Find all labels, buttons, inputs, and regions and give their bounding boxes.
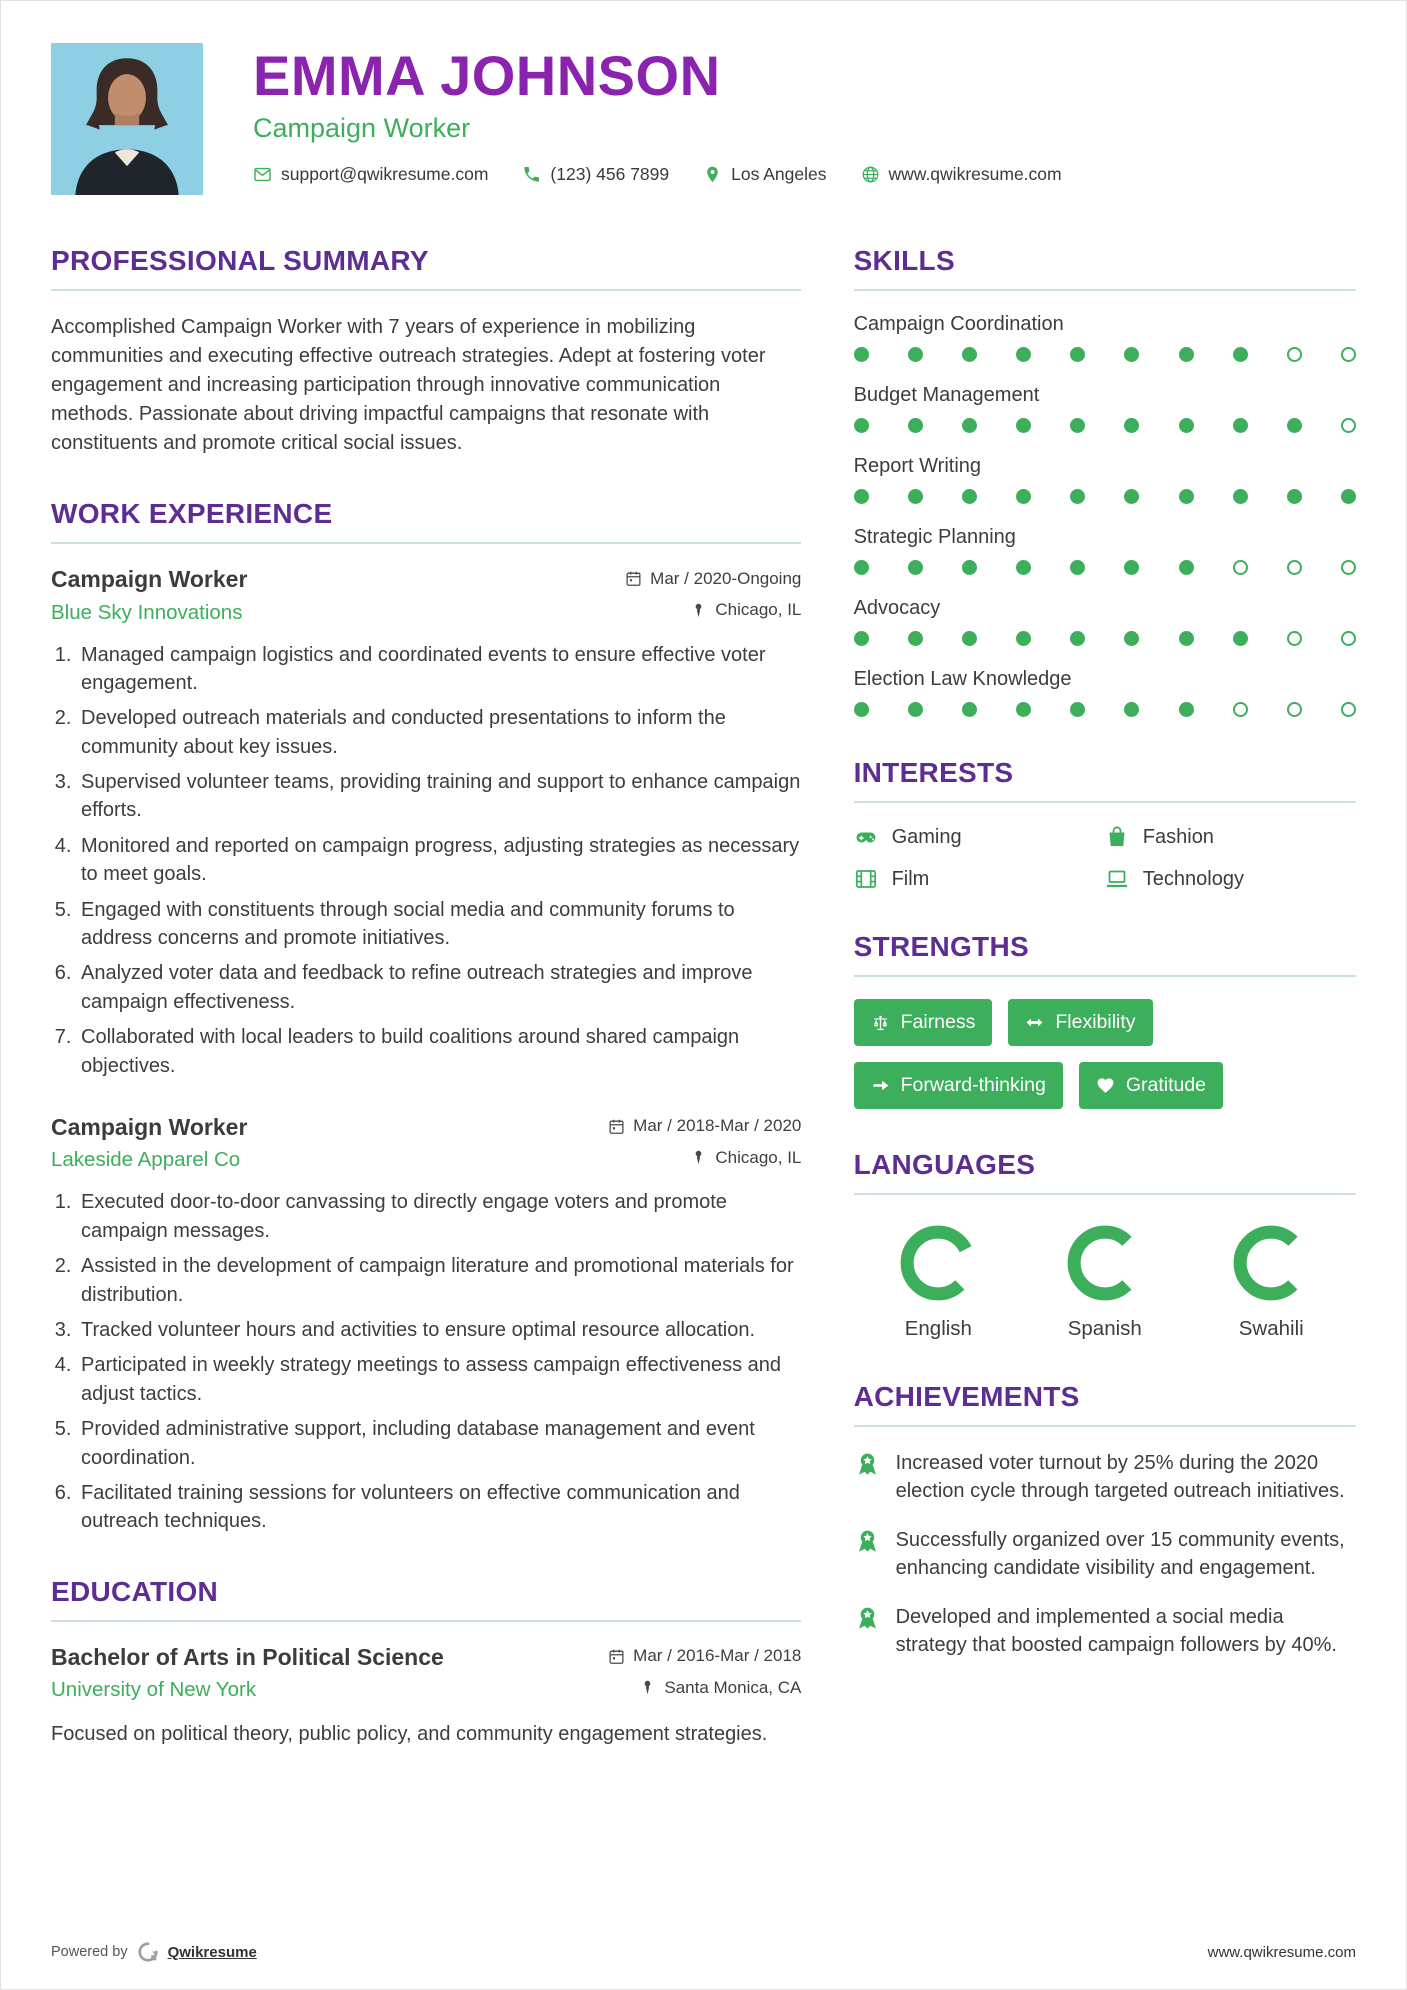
- contact-email-text: support@qwikresume.com: [281, 163, 489, 184]
- skill-dot: [1016, 347, 1031, 362]
- skill-dot: [1016, 631, 1031, 646]
- right-column: [854, 245, 1356, 1789]
- strengths-heading: STRENGTHS: [854, 931, 1356, 977]
- skill-name: Election Law Knowledge: [853, 668, 1072, 690]
- languages-list: [854, 1217, 1356, 1341]
- powered-by-text: Powered by: [51, 1944, 128, 1960]
- header-info: [253, 43, 1062, 185]
- skill-dot: [1016, 489, 1031, 504]
- strengths-list: [854, 999, 1356, 1109]
- skill-dot: [854, 631, 869, 646]
- scales-icon: [871, 1013, 890, 1032]
- job-bullet: 4. Participated in weekly strategy meetings to assess campaign effectiveness and adjust tactics.: [77, 1351, 801, 1408]
- skill-item: [854, 526, 1356, 575]
- education-degree: Bachelor of Arts in Political Science: [51, 1643, 444, 1670]
- summary-section: [51, 245, 801, 458]
- skill-dot: [1124, 418, 1139, 433]
- contact-location: [703, 164, 826, 185]
- skill-dot: [908, 489, 923, 504]
- person-name: EMMA JOHNSON: [253, 44, 721, 107]
- skill-dot: [1179, 702, 1194, 717]
- skill-dot: [1287, 347, 1302, 362]
- skill-dot: [1179, 347, 1194, 362]
- languages-heading: LANGUAGES: [854, 1149, 1356, 1195]
- job-dates-text: Mar / 2018-Mar / 2020: [633, 1116, 802, 1136]
- education-degree-row: [51, 1644, 801, 1671]
- achievements-heading: ACHIEVEMENTS: [854, 1381, 1356, 1427]
- education-heading: EDUCATION: [51, 1576, 801, 1622]
- language-level-donut: [900, 1225, 976, 1301]
- skill-dot: [854, 560, 869, 575]
- job-company-row: [51, 600, 801, 625]
- achievements-section: [854, 1381, 1356, 1659]
- education-description: Focused on political theory, public policy, and community engagement strategies.: [51, 1723, 768, 1746]
- skill-dots: [854, 631, 1356, 646]
- calendar-icon: [625, 570, 642, 587]
- skill-dot: [1287, 702, 1302, 717]
- achievement-text: Successfully organized over 15 community events, enhancing candidate visibility and engagement.: [895, 1528, 1345, 1580]
- skill-dots: [854, 702, 1356, 717]
- skills-section: [854, 245, 1356, 717]
- contact-website[interactable]: [861, 164, 1062, 185]
- language-label: Swahili: [1238, 1317, 1304, 1340]
- interests-grid: [854, 825, 1356, 891]
- job-dates: [625, 569, 801, 589]
- job-location-text: Chicago, IL: [715, 600, 802, 619]
- job-dates-text: Mar / 2020-Ongoing: [650, 568, 802, 588]
- skill-dot: [1070, 347, 1085, 362]
- calendar-icon: [608, 1118, 625, 1135]
- shopping-bag-icon: [1105, 825, 1129, 849]
- job-bullet: 6. Analyzed voter data and feedback to refine outreach strategies and improve campaign effectiveness.: [77, 959, 801, 1016]
- skill-dot: [908, 347, 923, 362]
- skill-dot: [1287, 418, 1302, 433]
- skill-dots: [854, 489, 1356, 504]
- job-company: Lakeside Apparel Co: [51, 1148, 241, 1172]
- job-title-row: [51, 566, 801, 593]
- medal-icon: [854, 1528, 881, 1555]
- profile-photo-illustration: [51, 43, 203, 195]
- interests-heading: INTERESTS: [854, 757, 1356, 803]
- skill-dot: [1124, 489, 1139, 504]
- strength-label: Fairness: [900, 1011, 976, 1033]
- strength-label: Flexibility: [1055, 1011, 1136, 1033]
- education-entry: [51, 1644, 801, 1750]
- strength-pill: [1079, 1062, 1223, 1109]
- education-dates: [608, 1646, 801, 1666]
- interest-item: [1105, 825, 1356, 849]
- work-heading: WORK EXPERIENCE: [51, 498, 801, 544]
- language-level-donut: [1233, 1225, 1309, 1301]
- skill-dot: [1233, 489, 1248, 504]
- job-location: [690, 1148, 801, 1168]
- skill-dot: [1070, 702, 1085, 717]
- job-entry-1: [51, 566, 801, 1080]
- achievement-item: [854, 1449, 1356, 1506]
- skill-dot: [908, 560, 923, 575]
- skill-dot: [1016, 560, 1031, 575]
- arrow-right-icon: [871, 1076, 890, 1095]
- skill-dot: [854, 347, 869, 362]
- strength-pill: [854, 1062, 1063, 1109]
- laptop-icon: [1105, 867, 1129, 891]
- skill-item: [854, 597, 1356, 646]
- interest-label: Gaming: [891, 825, 962, 848]
- strength-pill: [1008, 999, 1152, 1046]
- contact-phone-text: (123) 456 7899: [550, 163, 670, 184]
- skill-dot: [1341, 347, 1356, 362]
- skill-name: Budget Management: [853, 384, 1040, 406]
- job-bullet: 5. Engaged with constituents through social media and community forums to address concerns and promote initiatives.: [77, 896, 801, 953]
- education-school: University of New York: [51, 1678, 257, 1702]
- skill-dot: [854, 418, 869, 433]
- education-dates-text: Mar / 2016-Mar / 2018: [633, 1646, 802, 1666]
- strength-pill: [854, 999, 993, 1046]
- achievement-text: Developed and implemented a social media strategy that boosted campaign followers by 40%.: [895, 1605, 1337, 1656]
- map-pin-icon: [703, 165, 722, 184]
- skill-dot: [908, 631, 923, 646]
- skill-dot: [1341, 418, 1356, 433]
- calendar-icon: [608, 1648, 625, 1665]
- job-bullet: 1. Managed campaign logistics and coordinated events to ensure effective voter engagement.: [77, 641, 801, 698]
- globe-icon: [861, 165, 880, 184]
- page-footer: [51, 1941, 1356, 1963]
- skill-dot: [962, 418, 977, 433]
- skill-dot: [854, 489, 869, 504]
- skill-dot: [1287, 560, 1302, 575]
- skill-dot: [962, 347, 977, 362]
- job-company-row: [51, 1148, 801, 1173]
- skill-dot: [1179, 631, 1194, 646]
- languages-section: [854, 1149, 1356, 1341]
- medal-icon: [854, 1605, 881, 1632]
- skill-dot: [1179, 418, 1194, 433]
- skill-dot: [962, 702, 977, 717]
- language-label: English: [904, 1317, 972, 1340]
- skill-dot: [1070, 560, 1085, 575]
- education-school-row: [51, 1678, 801, 1703]
- achievement-item: [854, 1603, 1356, 1660]
- skill-dot: [854, 702, 869, 717]
- skill-dots: [854, 560, 1356, 575]
- skill-item: [854, 455, 1356, 504]
- skill-dot: [1016, 702, 1031, 717]
- skill-dot: [1124, 631, 1139, 646]
- skill-dot: [1124, 347, 1139, 362]
- skills-heading: SKILLS: [854, 245, 1356, 291]
- job-bullet: 1. Executed door-to-door canvassing to directly engage voters and promote campaign messages.: [77, 1188, 801, 1245]
- content-columns: [51, 245, 1356, 1789]
- skill-dot: [1233, 418, 1248, 433]
- skill-dot: [1341, 631, 1356, 646]
- pushpin-icon: [690, 1149, 707, 1166]
- skill-dot: [1070, 631, 1085, 646]
- education-location-text: Santa Monica, CA: [664, 1677, 802, 1697]
- job-title-row: [51, 1114, 801, 1141]
- skill-item: [854, 384, 1356, 433]
- job-dates: [608, 1116, 801, 1136]
- job-bullet-list: [51, 1188, 801, 1535]
- interest-item: [854, 867, 1105, 891]
- summary-heading: PROFESSIONAL SUMMARY: [51, 245, 801, 291]
- work-section: [51, 498, 801, 1536]
- pushpin-icon: [690, 602, 707, 619]
- profile-photo: [51, 43, 203, 195]
- skill-dot: [962, 631, 977, 646]
- achievement-item: [854, 1526, 1356, 1583]
- contact-email[interactable]: [253, 164, 488, 185]
- skill-dot: [1341, 702, 1356, 717]
- skill-dot: [1016, 418, 1031, 433]
- skill-dot: [1341, 560, 1356, 575]
- skill-dot: [908, 702, 923, 717]
- job-bullet: 3. Supervised volunteer teams, providing training and support to enhance campaign efforts.: [77, 768, 801, 825]
- qwikresume-brand-link[interactable]: Qwikresume: [167, 1943, 257, 1961]
- skill-name: Advocacy: [853, 597, 941, 619]
- job-title: Campaign Worker: [51, 566, 248, 592]
- medal-icon: [854, 1451, 881, 1478]
- skill-dot: [1179, 560, 1194, 575]
- interest-item: [854, 825, 1105, 849]
- language-level-donut: [1067, 1225, 1143, 1301]
- contact-row: [253, 164, 1062, 185]
- skill-name: Strategic Planning: [853, 526, 1016, 548]
- interest-item: [1105, 867, 1356, 891]
- job-bullet: 4. Monitored and reported on campaign progress, adjusting strategies as necessary to meet goals.: [77, 832, 801, 889]
- person-title: Campaign Worker: [253, 112, 471, 143]
- footer-website-link[interactable]: www.qwikresume.com: [1207, 1943, 1356, 1961]
- double-arrow-icon: [1025, 1013, 1044, 1032]
- skill-dot: [1233, 347, 1248, 362]
- skill-item: [854, 668, 1356, 717]
- skill-dot: [1233, 702, 1248, 717]
- interests-section: [854, 757, 1356, 891]
- strength-label: Forward-thinking: [900, 1074, 1046, 1096]
- skill-dot: [962, 560, 977, 575]
- job-bullet: 7. Collaborated with local leaders to build coalitions around shared campaign objectives.: [77, 1023, 801, 1080]
- skill-name: Report Writing: [853, 455, 982, 477]
- resume-header: [51, 43, 1356, 195]
- left-column: [51, 245, 801, 1789]
- skill-dot: [1124, 560, 1139, 575]
- skill-dot: [1233, 631, 1248, 646]
- language-item: [864, 1225, 1014, 1341]
- job-bullet: 5. Provided administrative support, including database management and event coordination.: [77, 1415, 801, 1472]
- skill-dot: [962, 489, 977, 504]
- job-location: [690, 600, 801, 620]
- skill-dots: [854, 418, 1356, 433]
- skill-dot: [1179, 489, 1194, 504]
- pushpin-icon: [639, 1679, 656, 1696]
- footer-branding: [51, 1941, 257, 1963]
- skill-dot: [1070, 418, 1085, 433]
- education-location: [639, 1678, 801, 1698]
- summary-text: Accomplished Campaign Worker with 7 years of experience in mobilizing communities and executing effective outreach strategies. Adept at fostering voter engagement and increasing participation through innovative communication methods. Passionate about driving impactful campaigns that resonate with constituents and promote critical social issues.: [51, 316, 766, 454]
- qwikresume-logo-icon: [137, 1941, 159, 1963]
- language-label: Spanish: [1067, 1317, 1142, 1340]
- contact-phone[interactable]: [522, 164, 669, 185]
- job-bullet-list: [51, 641, 801, 1080]
- education-section: [51, 1576, 801, 1750]
- interest-label: Technology: [1142, 867, 1244, 890]
- skill-dot: [1124, 702, 1139, 717]
- job-entry-2: [51, 1114, 801, 1536]
- language-item: [1030, 1225, 1180, 1341]
- contact-location-text: Los Angeles: [731, 163, 827, 184]
- interest-label: Film: [891, 867, 930, 890]
- film-icon: [854, 867, 878, 891]
- job-bullet: 6. Facilitated training sessions for volunteers on effective communication and outreach techniques.: [77, 1479, 801, 1536]
- achievement-text: Increased voter turnout by 25% during the 2020 election cycle through targeted outreach initiatives.: [895, 1452, 1345, 1503]
- skill-name: Campaign Coordination: [853, 313, 1064, 335]
- email-icon: [253, 165, 272, 184]
- interest-label: Fashion: [1142, 825, 1214, 848]
- contact-website-text: www.qwikresume.com: [888, 163, 1062, 184]
- job-company: Blue Sky Innovations: [51, 600, 243, 624]
- gamepad-icon: [854, 825, 878, 849]
- skill-item: [854, 313, 1356, 362]
- skill-dots: [854, 347, 1356, 362]
- job-bullet: 2. Assisted in the development of campaign literature and promotional materials for distribution.: [77, 1252, 801, 1309]
- job-location-text: Chicago, IL: [715, 1147, 802, 1167]
- strength-label: Gratitude: [1125, 1074, 1207, 1096]
- strengths-section: [854, 931, 1356, 1109]
- skill-dot: [1287, 631, 1302, 646]
- heart-icon: [1096, 1076, 1115, 1095]
- skill-dot: [1287, 489, 1302, 504]
- skill-dot: [908, 418, 923, 433]
- skill-dot: [1070, 489, 1085, 504]
- phone-icon: [522, 165, 541, 184]
- job-bullet: 3. Tracked volunteer hours and activities to ensure optimal resource allocation.: [77, 1316, 801, 1344]
- skill-dot: [1233, 560, 1248, 575]
- job-bullet: 2. Developed outreach materials and conducted presentations to inform the community about key issues.: [77, 704, 801, 761]
- skill-dot: [1341, 489, 1356, 504]
- job-title: Campaign Worker: [51, 1113, 248, 1140]
- language-item: [1196, 1225, 1346, 1341]
